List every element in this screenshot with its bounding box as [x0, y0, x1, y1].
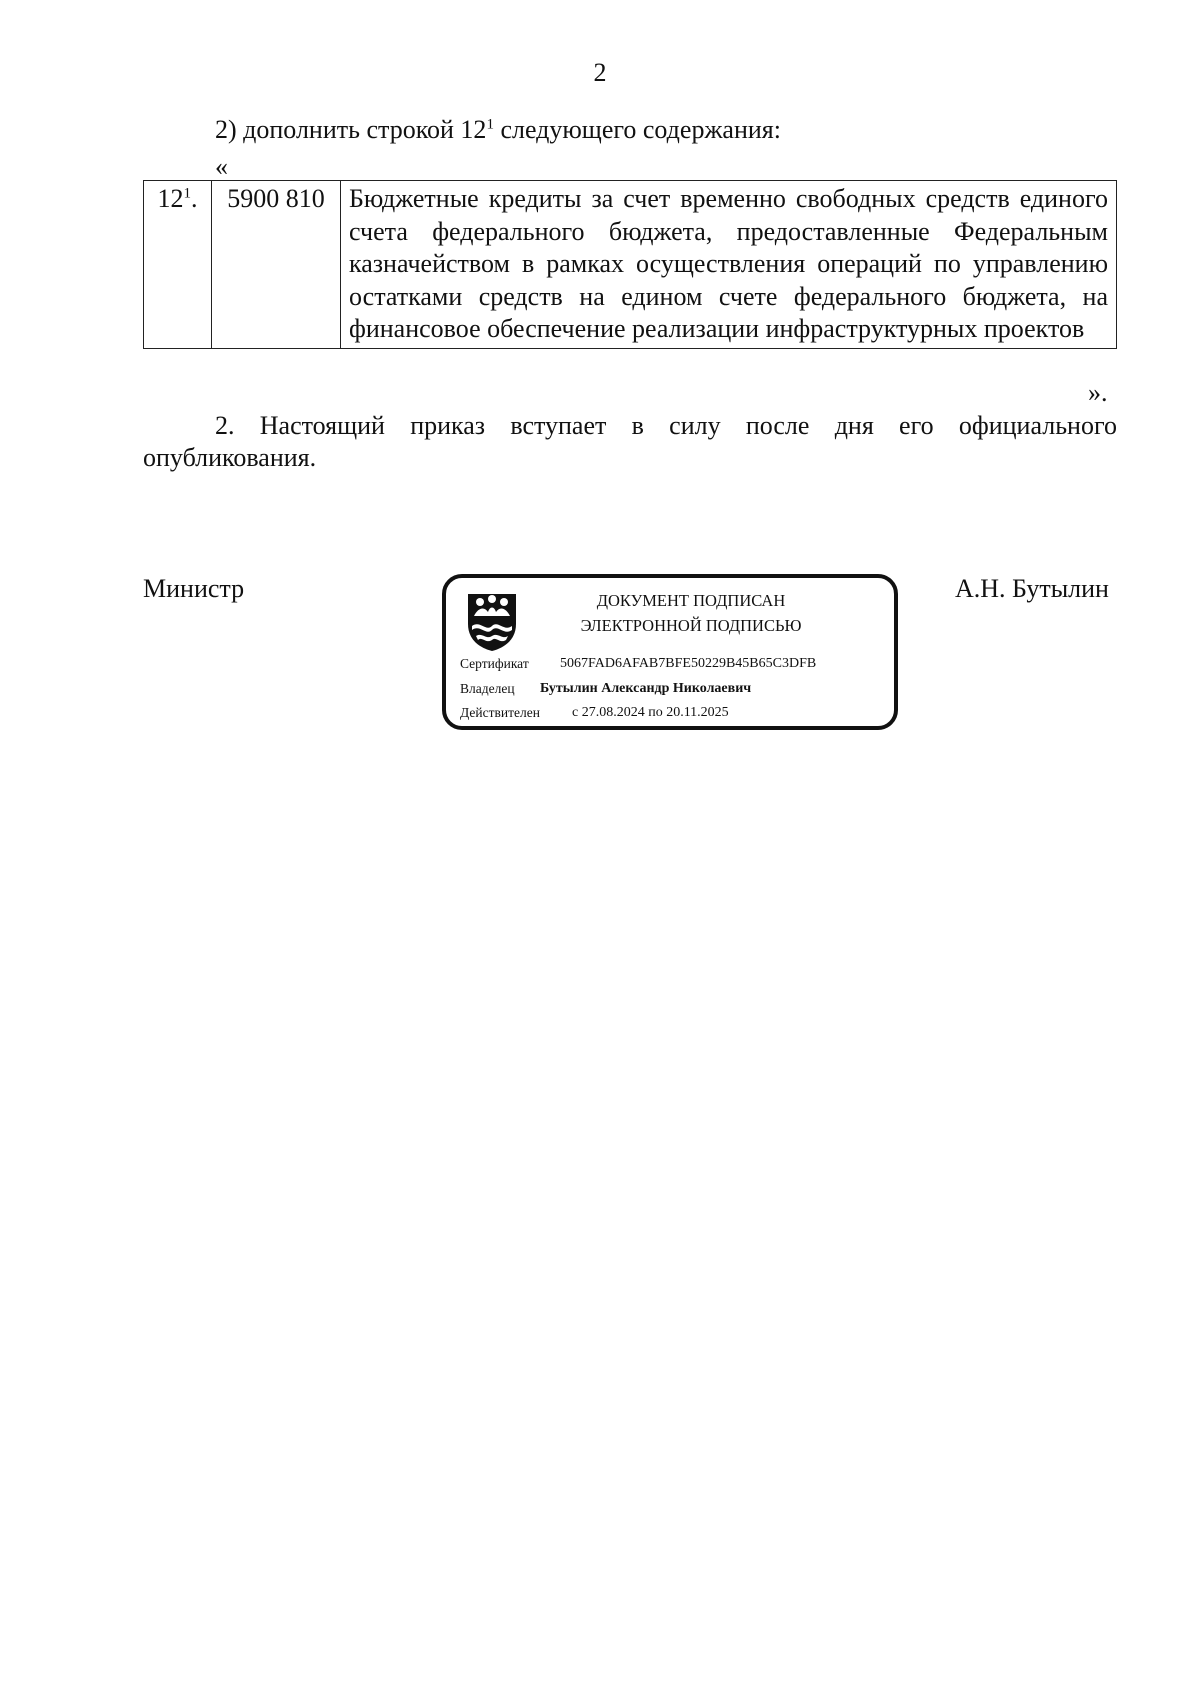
row-number-superscript: 1 [183, 185, 191, 202]
row-number-cell [144, 181, 212, 349]
row-number: 12 [157, 184, 184, 213]
owner-label: Владелец [460, 681, 515, 696]
amendment-instruction [215, 115, 781, 145]
amendment-text-before: 2) дополнить строкой 12 [215, 115, 487, 144]
row-number-suffix: . [191, 184, 198, 213]
validity-label: Действителен [460, 705, 540, 720]
owner-value: Бутылин Александр Николаевич [540, 681, 752, 696]
stamp-header [526, 588, 856, 638]
open-quote: « [215, 152, 228, 181]
amendment-text-after: следующего содержания: [493, 115, 781, 144]
electronic-signature-stamp [442, 574, 898, 730]
signatory-title: Министр [143, 574, 245, 603]
stamp-header-line1: ДОКУМЕНТ ПОДПИСАН [596, 591, 786, 610]
signatory-name: А.Н. Бутылин [955, 574, 1109, 603]
certificate-label: Сертификат [460, 656, 529, 671]
certificate-value: 5067FAD6AFAB7BFE50229B45B65C3DFB [560, 656, 817, 671]
amendment-superscript: 1 [486, 116, 494, 133]
row-code-cell: 5900 810 [212, 181, 341, 349]
paragraph-effective-date: 2. Настоящий приказ вступает в силу после дня его официального опубликования. [143, 411, 1117, 472]
stamp-owner-row [460, 681, 752, 697]
stamp-validity-row [460, 705, 729, 721]
page-number: 2 [593, 58, 607, 87]
stamp-certificate-row [460, 656, 817, 672]
validity-value: с 27.08.2024 по 20.11.2025 [572, 705, 729, 720]
table-row [144, 181, 1117, 349]
row-description-cell: Бюджетные кредиты за счет временно свободных средств единого счета федерального бюджета, предоставленные Федеральным казначейством в рамках осуществления операций по управлению остатками средств на едином счете федерального бюджета, на финансовое обеспечение реализации инфраструктурных проектов [341, 181, 1117, 349]
close-quote: ». [1088, 378, 1108, 407]
stamp-header-line2: ЭЛЕКТРОННОЙ ПОДПИСЬЮ [580, 616, 802, 635]
budget-line-table [143, 180, 1117, 349]
regional-emblem-icon [464, 590, 520, 652]
